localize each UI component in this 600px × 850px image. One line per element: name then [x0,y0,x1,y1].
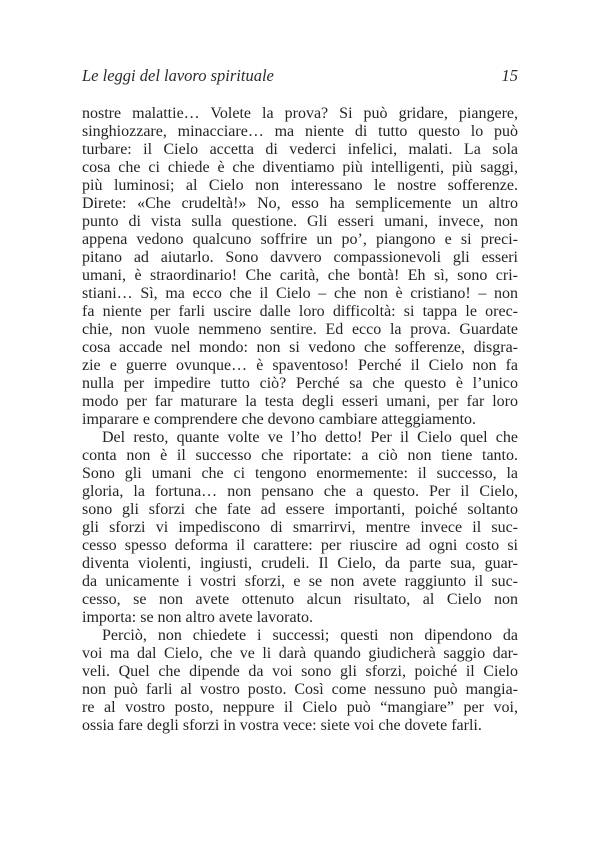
text-line: appena vedono qualcuno soffrire un po’, piangono e si preci- [82,231,518,248]
text-line: importa: se non altro avete lavorato. [82,609,314,626]
text-line: umani, è straordinario! Che carità, che bontà! Eh sì, sono cri- [82,267,518,284]
text-line: più luminosi; al Cielo non interessano le nostre sofferenze. [82,177,518,194]
text-line: zie e guerre ovunque… è spaventoso! Perché il Cielo non fa [82,357,518,374]
text-line: cosa che ci chiede è che diventiamo più intelligenti, più saggi, [82,159,518,176]
text-line: re al vostro posto, neppure il Cielo può “mangiare” per voi, [82,699,518,716]
text-line: nulla per impedire tutto ciò? Perché sa che questo è l’unico [82,375,518,392]
text-line: cesso, se non avete ottenuto alcun risultato, al Cielo non [82,591,518,608]
text-line: gli sforzi vi impediscono di smarrirvi, mentre invece il suc- [82,519,518,536]
text-line: fa niente per farli uscire dalle loro difficoltà: si tappa le orec- [82,303,518,320]
text-line: stiani… Sì, ma ecco che il Cielo – che non è cristiano! – non [82,285,518,302]
text-line: modo per far maturare la testa degli esseri umani, per far loro [82,393,518,410]
page-number: 15 [501,66,518,85]
text-line: cosa accade nel mondo: non si vedono che sofferenze, disgra- [82,339,518,356]
running-header [82,66,518,86]
text-line: cesso spesso deforma il carattere: per riuscire ad ogni costo si [82,537,518,554]
text-line: turbare: il Cielo accetta di vederci infelici, malati. La sola [82,141,518,158]
text-line: Sono gli umani che ci tengono enormemente: il successo, la [82,465,518,482]
text-line: gloria, la fortuna… non pensano che a questo. Per il Cielo, [82,483,518,500]
text-line: nostre malattie… Volete la prova? Si può gridare, piangere, [82,105,518,122]
text-line: ossia fare degli sforzi in vostra vece: siete voi che dovete farli. [82,717,482,734]
text-line: voi ma dal Cielo, che ve li darà quando giudicherà saggio dar- [82,645,518,662]
text-block [82,105,518,735]
text-line: non può farli al vostro posto. Così come nessuno può mangia- [82,681,518,698]
text-line: pitano ad aiutarlo. Sono davvero compassionevoli gli esseri [82,249,518,266]
text-line: Del resto, quante volte ve l’ho detto! Per il Cielo quel che [102,429,518,446]
text-line: Direte: «Che crudeltà!» No, esso ha semplicemente un altro [82,195,518,212]
text-line: punto di vista sulla questione. Gli esseri umani, invece, non [82,213,518,230]
text-line: singhiozzare, minacciare… ma niente di tutto questo lo può [82,123,518,140]
running-title: Le leggi del lavoro spirituale [82,66,274,85]
text-line: veli. Quel che dipende da voi sono gli sforzi, poiché il Cielo [82,663,518,680]
text-line: diventa violenti, ingiusti, crudeli. Il Cielo, da parte sua, guar- [82,555,518,572]
text-line: chie, non vuole nemmeno sentire. Ed ecco la prova. Guardate [82,321,518,338]
text-line: da unicamente i vostri sforzi, e se non avete raggiunto il suc- [82,573,518,590]
text-line: conta non è il successo che riportate: a ciò non tiene tanto. [82,447,518,464]
text-line: imparare e comprendere che devono cambiare atteggiamento. [82,411,477,428]
text-line: Perciò, non chiedete i successi; questi non dipendono da [102,627,518,644]
text-line: sono gli sforzi che fate ad essere importanti, poiché soltanto [82,501,518,518]
